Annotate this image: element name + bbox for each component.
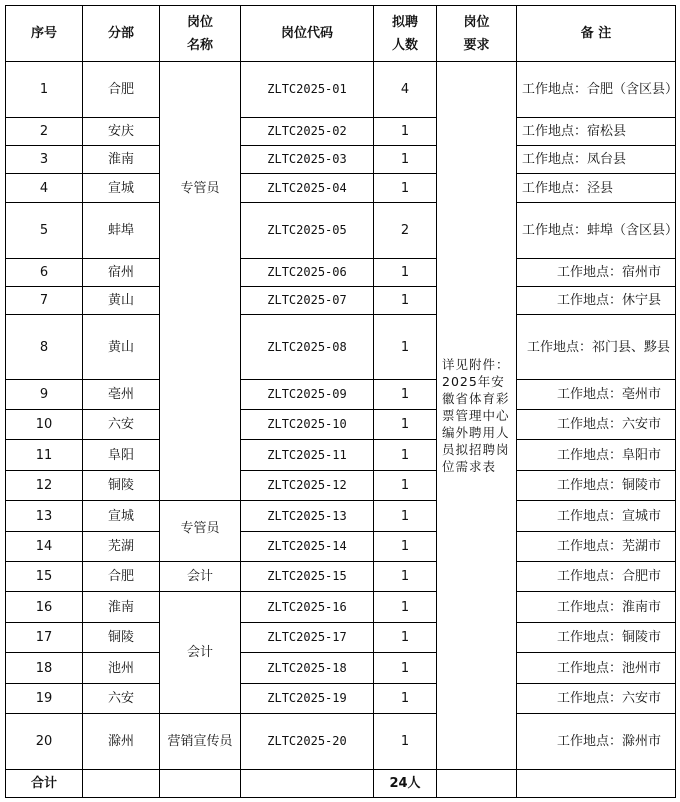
- table-row: [6, 315, 676, 380]
- table-row: [6, 501, 676, 532]
- cell-seq: 6: [6, 259, 83, 287]
- total-num: 24人: [374, 770, 437, 798]
- cell-branch: 六安: [83, 684, 160, 714]
- cell-code: ZLTC2025-02: [241, 118, 374, 146]
- cell-code: ZLTC2025-05: [241, 203, 374, 259]
- total-empty-code: [241, 770, 374, 798]
- cell-branch: 滁州: [83, 714, 160, 770]
- header-post-name: [160, 6, 241, 62]
- table-row: [6, 287, 676, 315]
- cell-num: 1: [374, 380, 437, 410]
- table-row: [6, 532, 676, 562]
- cell-note: 工作地点：六安市: [517, 684, 676, 714]
- cell-seq: 4: [6, 174, 83, 203]
- cell-num: 1: [374, 259, 437, 287]
- cell-num: 4: [374, 62, 437, 118]
- cell-branch: 合肥: [83, 62, 160, 118]
- total-empty-post: [160, 770, 241, 798]
- cell-note: 工作地点：合肥市: [517, 562, 676, 592]
- cell-code: ZLTC2025-08: [241, 315, 374, 380]
- cell-branch: 亳州: [83, 380, 160, 410]
- cell-note: 工作地点：凤台县: [517, 146, 676, 174]
- cell-branch: 蚌埠: [83, 203, 160, 259]
- total-empty-req: [437, 770, 517, 798]
- cell-note: 工作地点：祁门县、黟县: [517, 315, 676, 380]
- cell-seq: 13: [6, 501, 83, 532]
- cell-code: ZLTC2025-11: [241, 440, 374, 471]
- cell-num: 1: [374, 146, 437, 174]
- cell-code: ZLTC2025-17: [241, 623, 374, 653]
- cell-seq: 1: [6, 62, 83, 118]
- cell-seq: 19: [6, 684, 83, 714]
- cell-note: 工作地点：滁州市: [517, 714, 676, 770]
- cell-note: 工作地点：池州市: [517, 653, 676, 684]
- post-name-text: 营销宣传员: [167, 733, 233, 749]
- table-row: [6, 146, 676, 174]
- cell-requirement: [437, 62, 517, 770]
- cell-num: 1: [374, 440, 437, 471]
- table-row: [6, 471, 676, 501]
- cell-post-name: [160, 562, 241, 592]
- cell-branch: 阜阳: [83, 440, 160, 471]
- cell-code: ZLTC2025-16: [241, 592, 374, 623]
- table-row: [6, 440, 676, 471]
- header-branch: 分部: [83, 6, 160, 62]
- cell-branch: 芜湖: [83, 532, 160, 562]
- cell-branch: 安庆: [83, 118, 160, 146]
- cell-num: 1: [374, 684, 437, 714]
- header-req-text: 岗位 要求: [463, 14, 490, 53]
- cell-note: 工作地点：铜陵市: [517, 471, 676, 501]
- cell-post-name: [160, 592, 241, 714]
- post-name-text: 会计: [186, 645, 213, 660]
- table-row: [6, 653, 676, 684]
- cell-post-name: [160, 501, 241, 562]
- post-name-text: 会计: [186, 569, 213, 584]
- cell-code: ZLTC2025-03: [241, 146, 374, 174]
- cell-note: 工作地点：泾县: [517, 174, 676, 203]
- cell-code: ZLTC2025-09: [241, 380, 374, 410]
- header-req: [437, 6, 517, 62]
- cell-note: 工作地点：蚌埠（含区县）: [517, 203, 676, 259]
- cell-num: 1: [374, 653, 437, 684]
- cell-seq: 10: [6, 410, 83, 440]
- header-note: 备 注: [517, 6, 676, 62]
- cell-seq: 7: [6, 287, 83, 315]
- cell-branch: 淮南: [83, 146, 160, 174]
- table-row: [6, 174, 676, 203]
- cell-code: ZLTC2025-20: [241, 714, 374, 770]
- cell-code: ZLTC2025-13: [241, 501, 374, 532]
- cell-note: 工作地点：铜陵市: [517, 623, 676, 653]
- header-num-text: 拟聘 人数: [391, 14, 418, 53]
- cell-note: 工作地点：六安市: [517, 410, 676, 440]
- cell-branch: 铜陵: [83, 623, 160, 653]
- cell-note: 工作地点：宣城市: [517, 501, 676, 532]
- cell-post-name: [160, 62, 241, 501]
- cell-num: 1: [374, 592, 437, 623]
- cell-note: 工作地点：亳州市: [517, 380, 676, 410]
- cell-note: 工作地点：宿松县: [517, 118, 676, 146]
- table-row: [6, 259, 676, 287]
- cell-seq: 8: [6, 315, 83, 380]
- total-label: 合计: [6, 770, 83, 798]
- cell-num: 1: [374, 315, 437, 380]
- post-name-text: 专管员: [180, 521, 220, 536]
- cell-num: 2: [374, 203, 437, 259]
- cell-branch: 合肥: [83, 562, 160, 592]
- cell-note: 工作地点：芜湖市: [517, 532, 676, 562]
- cell-code: ZLTC2025-01: [241, 62, 374, 118]
- cell-num: 1: [374, 174, 437, 203]
- table-row: [6, 623, 676, 653]
- cell-seq: 14: [6, 532, 83, 562]
- cell-note: 工作地点：休宁县: [517, 287, 676, 315]
- table-row: [6, 380, 676, 410]
- cell-seq: 11: [6, 440, 83, 471]
- cell-code: ZLTC2025-15: [241, 562, 374, 592]
- cell-code: ZLTC2025-19: [241, 684, 374, 714]
- cell-seq: 16: [6, 592, 83, 623]
- table-row: [6, 62, 676, 118]
- cell-branch: 池州: [83, 653, 160, 684]
- header-num: [374, 6, 437, 62]
- cell-num: 1: [374, 623, 437, 653]
- header-row: [6, 6, 676, 62]
- cell-seq: 17: [6, 623, 83, 653]
- cell-code: ZLTC2025-07: [241, 287, 374, 315]
- cell-branch: 宣城: [83, 501, 160, 532]
- table-row: [6, 592, 676, 623]
- cell-branch: 宣城: [83, 174, 160, 203]
- cell-note: 工作地点：宿州市: [517, 259, 676, 287]
- table-row: [6, 203, 676, 259]
- table-row: [6, 684, 676, 714]
- cell-seq: 12: [6, 471, 83, 501]
- total-row: [6, 770, 676, 798]
- cell-seq: 5: [6, 203, 83, 259]
- cell-note: 工作地点：合肥（含区县）: [517, 62, 676, 118]
- cell-num: 1: [374, 287, 437, 315]
- header-post-code: 岗位代码: [241, 6, 374, 62]
- table-row: [6, 562, 676, 592]
- cell-note: 工作地点：淮南市: [517, 592, 676, 623]
- cell-num: 1: [374, 562, 437, 592]
- cell-code: ZLTC2025-14: [241, 532, 374, 562]
- table-row: [6, 714, 676, 770]
- total-empty-note: [517, 770, 676, 798]
- table-row: [6, 410, 676, 440]
- table-row: [6, 118, 676, 146]
- cell-num: 1: [374, 471, 437, 501]
- cell-branch: 淮南: [83, 592, 160, 623]
- cell-num: 1: [374, 714, 437, 770]
- recruitment-table: [5, 5, 679, 798]
- cell-code: ZLTC2025-12: [241, 471, 374, 501]
- requirement-text: 详见附件：2025年安徽省体育彩票管理中心编外聘用人员拟招聘岗位需求表: [442, 357, 510, 474]
- cell-seq: 20: [6, 714, 83, 770]
- cell-code: ZLTC2025-18: [241, 653, 374, 684]
- cell-note: 工作地点：阜阳市: [517, 440, 676, 471]
- cell-num: 1: [374, 118, 437, 146]
- cell-seq: 15: [6, 562, 83, 592]
- cell-post-name: [160, 714, 241, 770]
- cell-branch: 黄山: [83, 315, 160, 380]
- post-name-text: 专管员: [180, 181, 220, 196]
- cell-seq: 3: [6, 146, 83, 174]
- header-post-name-text: 岗位 名称: [186, 14, 213, 53]
- cell-branch: 铜陵: [83, 471, 160, 501]
- cell-num: 1: [374, 532, 437, 562]
- header-seq: 序号: [6, 6, 83, 62]
- cell-branch: 六安: [83, 410, 160, 440]
- cell-seq: 2: [6, 118, 83, 146]
- cell-seq: 18: [6, 653, 83, 684]
- cell-code: ZLTC2025-10: [241, 410, 374, 440]
- cell-num: 1: [374, 410, 437, 440]
- cell-code: ZLTC2025-06: [241, 259, 374, 287]
- cell-code: ZLTC2025-04: [241, 174, 374, 203]
- cell-seq: 9: [6, 380, 83, 410]
- cell-branch: 黄山: [83, 287, 160, 315]
- cell-branch: 宿州: [83, 259, 160, 287]
- cell-num: 1: [374, 501, 437, 532]
- total-empty-branch: [83, 770, 160, 798]
